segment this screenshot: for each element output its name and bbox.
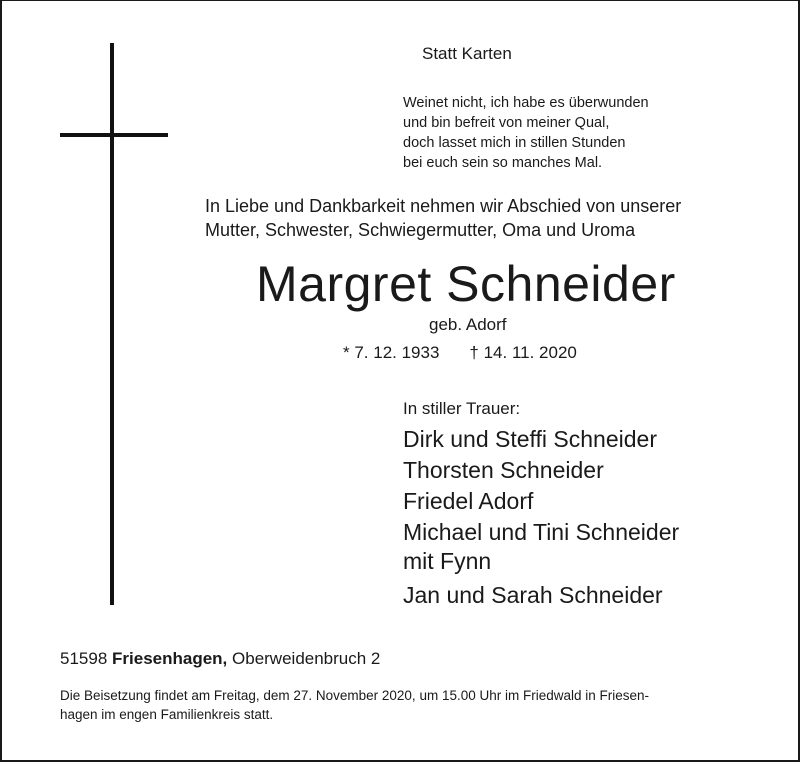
intro-line: In Liebe und Dankbarkeit nehmen wir Abschied von unserer <box>205 196 682 216</box>
mourner-name: Friedel Adorf <box>403 488 534 514</box>
mourner-name: Dirk und Steffi Schneider <box>403 426 657 452</box>
poem-line: bei euch sein so manches Mal. <box>403 155 603 171</box>
poem-line: Weinet nicht, ich habe es überwunden <box>403 95 649 111</box>
maiden-name: geb. Adorf <box>429 315 507 334</box>
address-postcode: 51598 <box>60 649 108 668</box>
mourner-name: Thorsten Schneider <box>403 457 604 483</box>
intro-text <box>205 194 681 242</box>
address <box>60 649 380 669</box>
cross-horizontal-bar <box>60 133 168 137</box>
mourner-name: Michael und Tini Schneider <box>403 519 680 545</box>
poem-line: und bin befreit von meiner Qual, <box>403 115 610 131</box>
mourner-name: mit Fynn <box>403 548 492 574</box>
deceased-name: Margret Schneider <box>256 256 676 312</box>
mourners-list <box>403 424 679 611</box>
death-date: † 14. 11. 2020 <box>469 343 577 362</box>
address-town: Friesenhagen, <box>112 649 228 668</box>
intro-line: Mutter, Schwester, Schwiegermutter, Oma und Uroma <box>205 220 636 240</box>
address-street: Oberweidenbruch 2 <box>232 649 381 668</box>
funeral-notice-line: hagen im engen Familienkreis statt. <box>60 707 274 722</box>
poem <box>403 93 649 173</box>
mourning-label: In stiller Trauer: <box>403 399 521 418</box>
heading-statt-karten: Statt Karten <box>422 44 512 63</box>
funeral-notice <box>60 686 649 724</box>
cross-vertical-bar <box>110 43 114 605</box>
mourner-name: Jan und Sarah Schneider <box>403 582 663 608</box>
poem-line: doch lasset mich in stillen Stunden <box>403 135 626 151</box>
funeral-notice-line: Die Beisetzung findet am Freitag, dem 27. November 2020, um 15.00 Uhr im Friedwald in Friesen- <box>60 688 650 703</box>
life-dates <box>343 343 577 363</box>
birth-date: * 7. 12. 1933 <box>343 343 440 362</box>
